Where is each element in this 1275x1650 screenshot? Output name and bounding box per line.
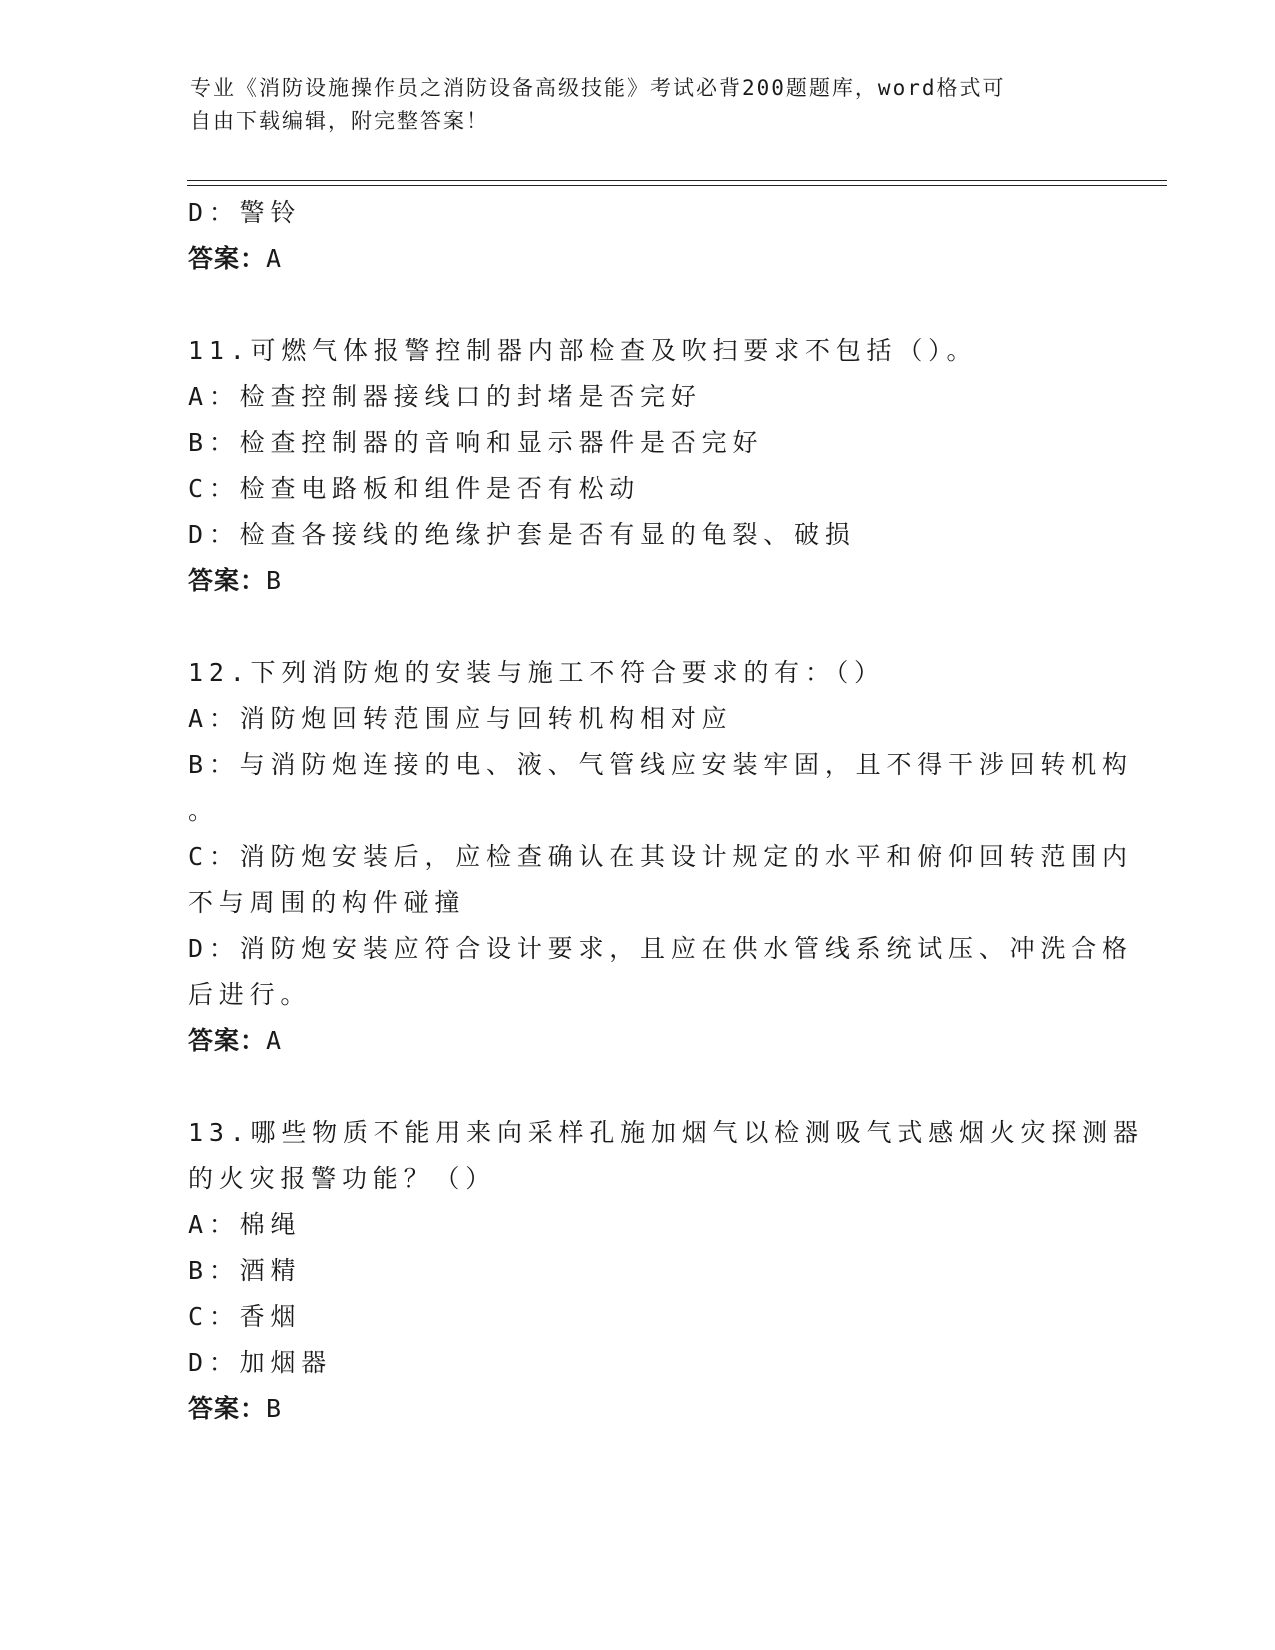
answer-value: A xyxy=(266,1026,283,1055)
question-stem: 11.可燃气体报警控制器内部检查及吹扫要求不包括（）。 xyxy=(188,336,978,365)
answer-line xyxy=(188,236,1088,282)
option-c: C：香烟 xyxy=(188,1302,302,1331)
answer-value: B xyxy=(266,1394,283,1423)
question-stem: 12.下列消防炮的安装与施工不符合要求的有：（） xyxy=(188,658,885,687)
question-stem: 13.哪些物质不能用来向采样孔施加烟气以检测吸气式感烟火灾探测器 xyxy=(188,1118,1144,1147)
header-line-1: 专业《消防设施操作员之消防设备高级技能》考试必背200题题库，word格式可 xyxy=(190,76,1006,100)
option-b-continued: 。 xyxy=(188,796,219,825)
answer-value: B xyxy=(266,566,283,595)
option-c: C：检查电路板和组件是否有松动 xyxy=(188,474,641,503)
question-list xyxy=(188,190,1144,1432)
option-a: A：消防炮回转范围应与回转机构相对应 xyxy=(188,704,733,733)
option-b: B：检查控制器的音响和显示器件是否完好 xyxy=(188,428,764,457)
option-d: D：加烟器 xyxy=(188,1348,333,1377)
question-13 xyxy=(188,1110,1144,1432)
option-d: D：警铃 xyxy=(188,198,302,227)
page-header xyxy=(190,72,1090,138)
answer-label: 答案： xyxy=(188,1394,267,1423)
question-stem-continued: 的火灾报警功能？（） xyxy=(188,1164,497,1193)
header-rule-bottom xyxy=(187,185,1167,186)
option-d-continued: 后进行。 xyxy=(188,980,312,1009)
question-11 xyxy=(188,328,1088,604)
option-b: B：酒精 xyxy=(188,1256,302,1285)
header-line-2: 自由下载编辑，附完整答案！ xyxy=(190,109,489,133)
option-a: A：棉绳 xyxy=(188,1210,302,1239)
answer-label: 答案： xyxy=(188,1026,267,1055)
answer-line xyxy=(188,1018,1088,1064)
answer-line xyxy=(188,1386,1088,1432)
option-a: A：检查控制器接线口的封堵是否完好 xyxy=(188,382,702,411)
question-12 xyxy=(188,650,1133,1064)
option-b: B：与消防炮连接的电、液、气管线应安装牢固，且不得干涉回转机构 xyxy=(188,750,1133,779)
option-c: C：消防炮安装后，应检查确认在其设计规定的水平和俯仰回转范围内 xyxy=(188,842,1133,871)
option-d: D：消防炮安装应符合设计要求，且应在供水管线系统试压、冲洗合格 xyxy=(188,934,1133,963)
answer-value: A xyxy=(266,244,283,273)
answer-label: 答案： xyxy=(188,244,267,273)
header-rule-top xyxy=(187,180,1167,181)
lead-block xyxy=(188,190,1088,282)
option-d: D：检查各接线的绝缘护套是否有显的龟裂、破损 xyxy=(188,520,856,549)
option-c-continued: 不与周围的构件碰撞 xyxy=(188,888,466,917)
answer-label: 答案： xyxy=(188,566,267,595)
answer-line xyxy=(188,558,1088,604)
